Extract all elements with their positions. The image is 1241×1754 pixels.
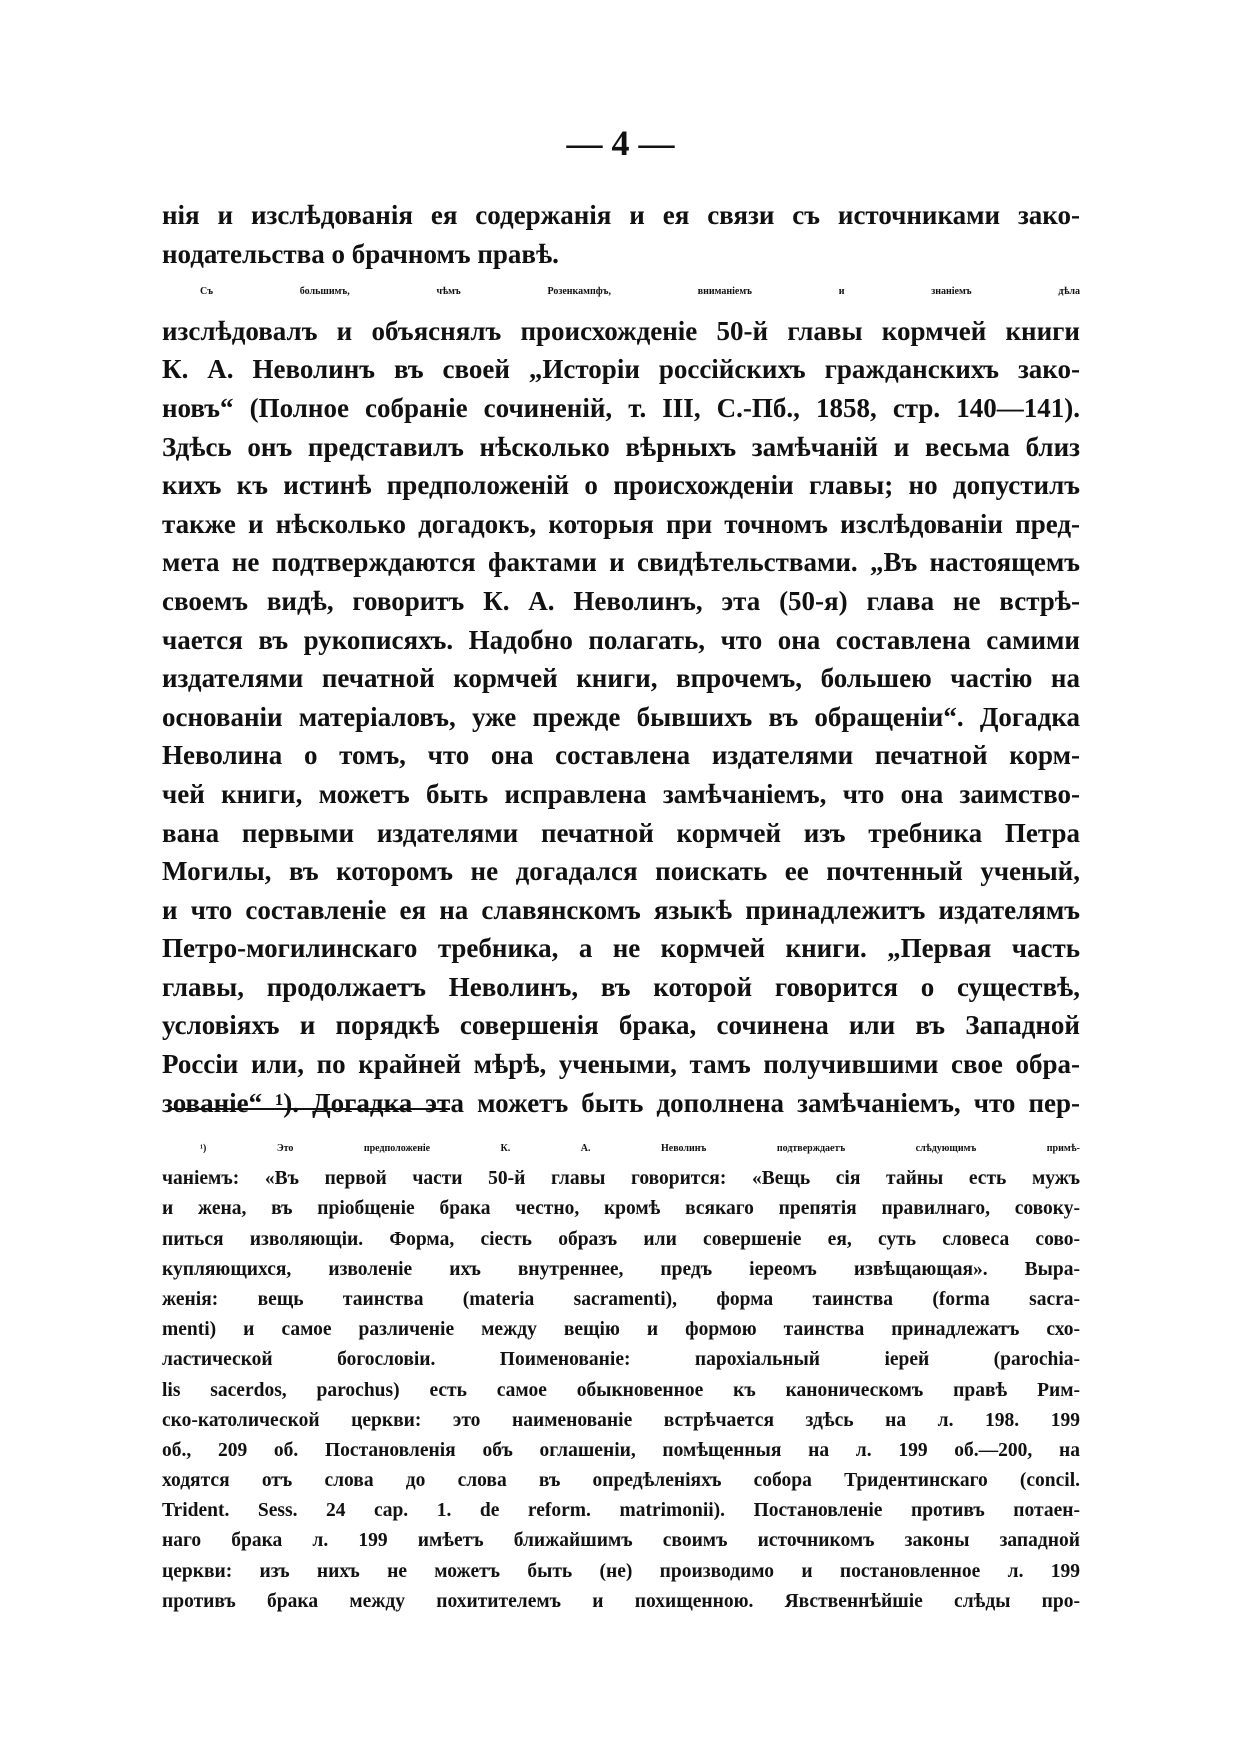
footnote-line: противъ брака между похитителемъ и похищенною. Явственнѣйшіе слѣды про- xyxy=(162,1590,1080,1612)
footnote-line: ¹) Это предположеніе К. А. Неволинъ подтверждаетъ слѣдующимъ примѣ- xyxy=(200,1143,1080,1154)
footnote-line: Trident. Sess. 24 cap. 1. de reform. matrimonii). Постановленіе противъ потаен- xyxy=(162,1500,1080,1522)
body-line: чается въ рукописяхъ. Надобно полагать, что она составлена самими xyxy=(162,624,1080,655)
body-line: мета не подтверждаются фактами и свидѣтельствами. „Въ настоящемъ xyxy=(162,547,1080,578)
body-line: нодательства о брачномъ правѣ. xyxy=(162,238,559,269)
footnote-line: и жена, въ пріобщеніе брака честно, кромѣ всякаго препятія правилнаго, совоку- xyxy=(162,1198,1080,1220)
footnote-text xyxy=(162,1134,1080,1617)
body-line: Неволина о томъ, что она составлена издателями печатной корм- xyxy=(162,740,1080,771)
body-line: Съ большимъ, чѣмъ Розенкампфъ, вниманіемъ и знаніемъ дѣла xyxy=(200,286,1080,298)
body-line: новъ“ (Полное собраніе сочиненій, т. III, С.-Пб., 1858, стр. 140—141). xyxy=(162,392,1080,423)
footnote-line: ходятся отъ слова до слова въ опредѣленіяхъ собора Тридентинскаго (concil. xyxy=(162,1470,1080,1492)
body-line: также и нѣсколько догадокъ, которыя при точномъ изслѣдованіи пред- xyxy=(162,508,1080,539)
body-line: вана первыми издателями печатной кормчей изъ требника Петра xyxy=(162,817,1080,848)
body-line: Могилы, въ которомъ не догадался поискать ее почтенный ученый, xyxy=(162,856,1080,887)
body-line: нія и изслѣдованія ея содержанія и ея связи съ источниками зако- xyxy=(162,200,1080,230)
body-line: и что составленіе ея на славянскомъ языкѣ принадлежитъ издателямъ xyxy=(162,894,1080,925)
body-line: издателями печатной кормчей книги, впрочемъ, большею частію на xyxy=(162,663,1080,694)
body-line: Здѣсь онъ представилъ нѣсколько вѣрныхъ замѣчаній и весьма близ xyxy=(162,431,1080,462)
body-line: Россіи или, по крайней мѣрѣ, учеными, тамъ получившими свое обра- xyxy=(162,1049,1080,1080)
page-number: — 4 — xyxy=(566,123,675,163)
footnote-line: ластической богословіи. Поименованіе: парохіальный іерей (parochia- xyxy=(162,1349,1080,1371)
footnote-rule xyxy=(168,1108,450,1110)
footnote-line: питься изволяющіи. Форма, сіесть образъ или совершеніе ея, суть словеса сово- xyxy=(162,1228,1080,1250)
footnote-line: menti) и самое различеніе между вещію и формою таинства принадлежатъ схо- xyxy=(162,1319,1080,1341)
body-line: основаніи матеріаловъ, уже прежде бывшихъ въ обращеніи“. Догадка xyxy=(162,701,1080,732)
body-line: условіяхъ и порядкѣ совершенія брака, сочинена или въ Западной xyxy=(162,1010,1080,1041)
body-line: Петро-могилинскаго требника, а не кормчей книги. „Первая часть xyxy=(162,933,1080,964)
body-text xyxy=(162,196,1080,1122)
footnote-line: об., 209 об. Постановленія объ оглашеніи, помѣщенныя на л. 199 об.—200, на xyxy=(162,1439,1080,1461)
body-line: изслѣдовалъ и объяснялъ происхожденіе 50-й главы кормчей книги xyxy=(162,315,1080,346)
body-line: зованіе“ ¹). Догадка эта можетъ быть дополнена замѣчаніемъ, что пер- xyxy=(162,1087,1080,1118)
footnote-line: женія: вещь таинства (materia sacramenti), форма таинства (forma sacra- xyxy=(162,1288,1080,1310)
footnote-line: чаніемъ: «Въ первой части 50-й главы говорится: «Вещь сія тайны есть мужъ xyxy=(162,1168,1080,1190)
footnote-line: ско-католической церкви: это наименованіе встрѣчается здѣсь на л. 198. 199 xyxy=(162,1409,1080,1431)
footnote-line: наго брака л. 199 имѣетъ ближайшимъ своимъ источникомъ законы западной xyxy=(162,1530,1080,1552)
footnote-line: купляющихся, изволеніе ихъ внутреннее, предъ іереомъ извѣщающая». Выра- xyxy=(162,1258,1080,1280)
body-line: главы, продолжаетъ Неволинъ, въ которой говорится о существѣ, xyxy=(162,971,1080,1002)
body-line: чей книги, можетъ быть исправлена замѣчаніемъ, что она заимство- xyxy=(162,778,1080,809)
footnote-line: lis sacerdos, parochus) есть самое обыкновенное къ каноническомъ правѣ Рим- xyxy=(162,1379,1080,1401)
body-line: кихъ къ истинѣ предположеній о происхожденіи главы; но допустилъ xyxy=(162,470,1080,501)
body-line: своемъ видѣ, говоритъ К. А. Неволинъ, эта (50-я) глава не встрѣ- xyxy=(162,585,1080,616)
body-line: К. А. Неволинъ въ своей „Исторіи россійскихъ гражданскихъ зако- xyxy=(162,354,1080,385)
footnote-line: церкви: изъ нихъ не можетъ быть (не) производимо и постановленное л. 199 xyxy=(162,1560,1080,1582)
